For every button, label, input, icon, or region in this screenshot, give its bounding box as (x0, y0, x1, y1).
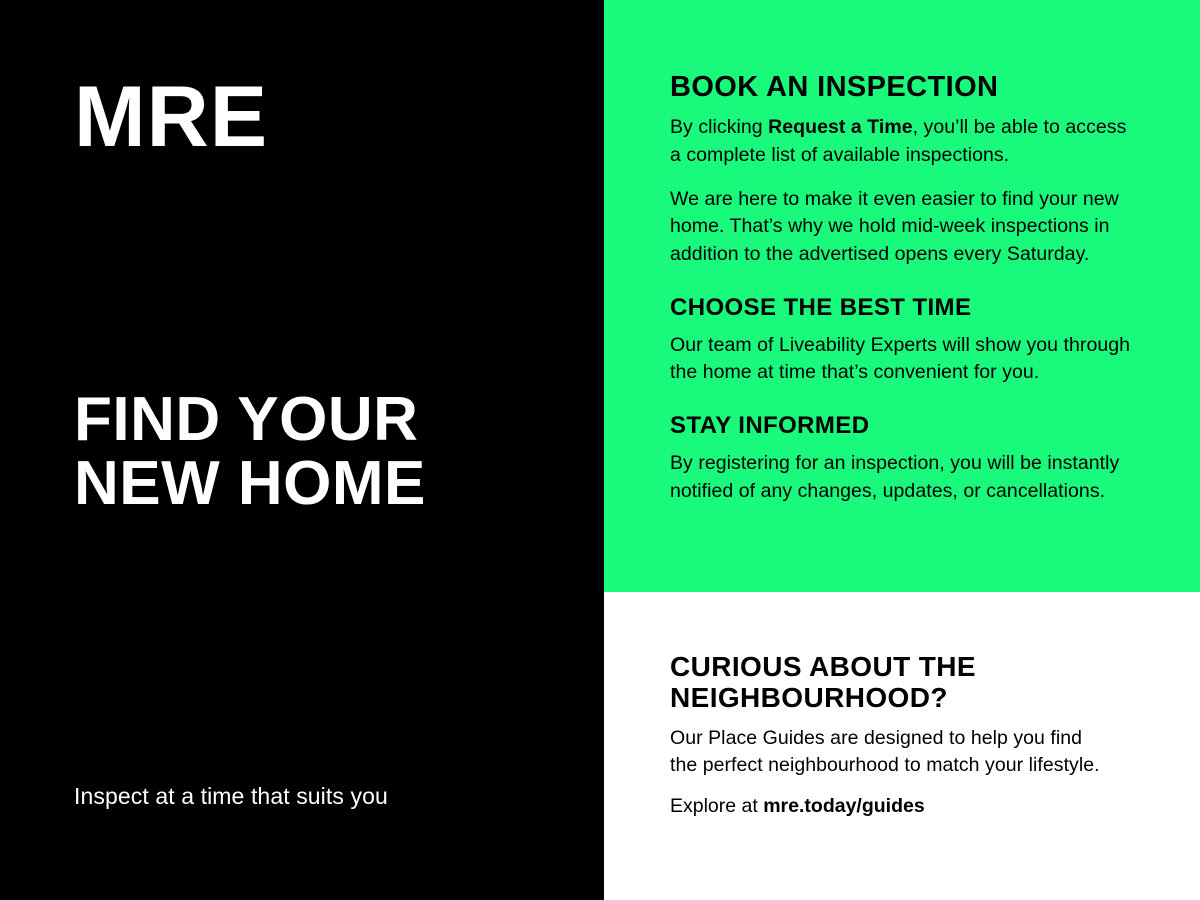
green-info-panel (604, 0, 1200, 592)
page-title (74, 385, 426, 518)
brand-logo: MRE (74, 69, 269, 165)
section-title-stay-informed: STAY INFORMED (670, 412, 870, 440)
section-paragraph: By registering for an inspection, you will be instantly notified of any changes, updates, or cancellations. (670, 451, 1120, 502)
section-paragraph (670, 725, 1136, 780)
section-title-book-an-inspection: BOOK AN INSPECTION (670, 71, 999, 103)
section-paragraph (670, 114, 1136, 169)
neighbourhood-title-line-1: CURIOUS ABOUT THE (670, 651, 976, 682)
section-paragraph: Our team of Liveability Experts will show you through the home at time that’s convenient for you. (670, 333, 1131, 384)
headline-line-1: FIND YOUR (74, 385, 419, 454)
paragraph-part: , you’ll be able to access a complete list of available inspections. (670, 116, 1127, 166)
section-title-curious-about-the-neighbourhood (670, 652, 1136, 714)
headline-line-2: NEW HOME (74, 448, 426, 518)
paragraph-part-bold: Request a Time (768, 116, 913, 139)
paragraph-part: By clicking (670, 116, 769, 139)
section-title-choose-the-best-time: CHOOSE THE BEST TIME (670, 293, 972, 321)
neighbourhood-title-line-2: NEIGHBOURHOOD? (670, 681, 948, 713)
white-info-panel (604, 592, 1200, 900)
explore-url[interactable]: mre.today/guides (763, 794, 925, 817)
neighbourhood-body-line-1: Our Place Guides are designed to help you find (670, 726, 1083, 749)
right-column (604, 0, 1200, 900)
section-paragraph: We are here to make it even easier to find your new home. That’s why we hold mid-week inspections in addition to the advertised opens every Saturday. (670, 187, 1119, 266)
tagline: Inspect at a time that suits you (74, 783, 388, 809)
explore-prefix: Explore at (670, 794, 764, 817)
neighbourhood-body-line-2: the perfect neighbourhood to match your lifestyle. (670, 754, 1100, 777)
explore-line (670, 795, 1136, 818)
